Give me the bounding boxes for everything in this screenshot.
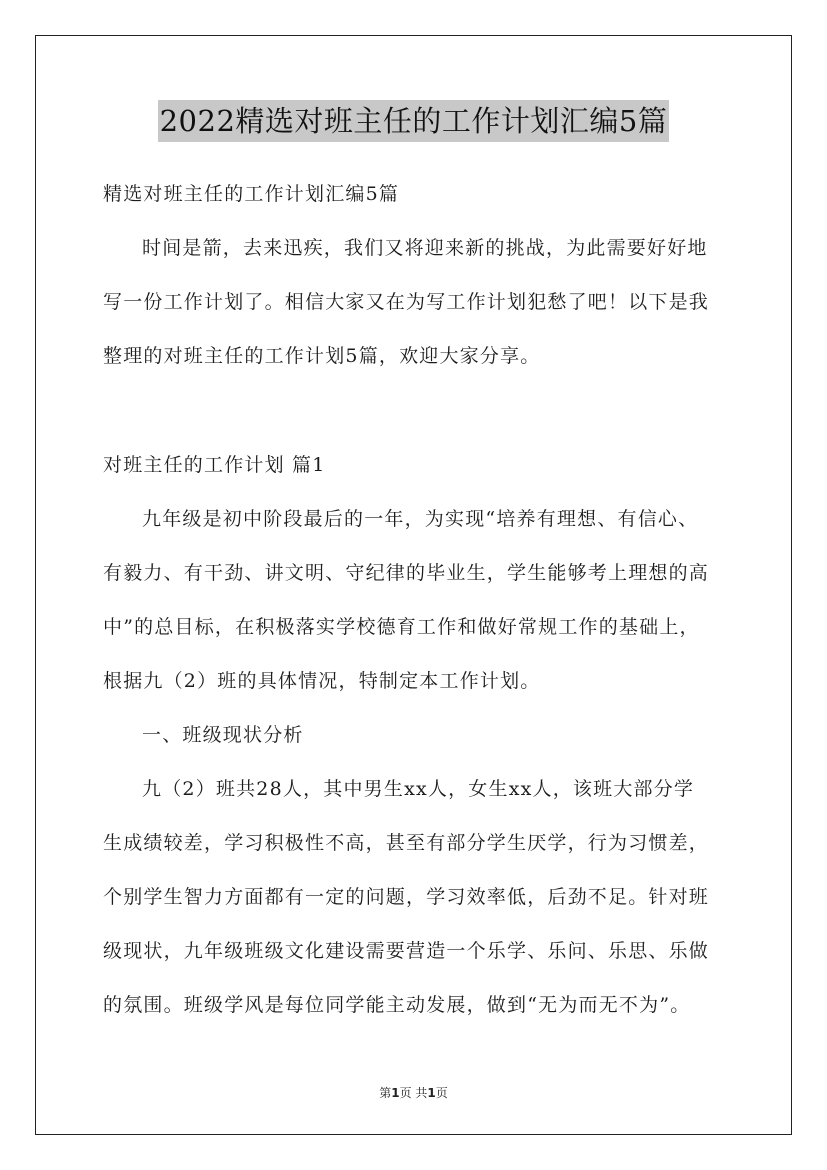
section-para-line-3: 中”的总目标，在积极落实学校德育工作和做好常规工作的基础上， [103, 616, 700, 638]
section-para-line-4: 根据九（2）班的具体情况，特制定本工作计划。 [103, 670, 541, 692]
title-container [0, 100, 827, 142]
analysis-line-1: 九（2）班共28人，其中男生xx人，女生xx人，该班大部分学 [142, 778, 695, 800]
footer-mid: 页 共 [399, 1086, 428, 1100]
section-heading: 对班主任的工作计划 篇1 [103, 454, 326, 476]
page-footer [0, 1084, 827, 1101]
document-subtitle: 精选对班主任的工作计划汇编5篇 [103, 183, 400, 205]
analysis-line-4: 级现状，九年级班级文化建设需要营造一个乐学、乐问、乐思、乐做 [103, 940, 710, 962]
footer-prefix: 第 [379, 1086, 392, 1100]
intro-line-2: 写一份工作计划了。相信大家又在为写工作计划犯愁了吧！以下是我 [103, 291, 710, 313]
analysis-line-2: 生成绩较差，学习积极性不高，甚至有部分学生厌学，行为习惯差， [103, 832, 710, 854]
footer-total-pages: 1 [427, 1086, 436, 1100]
intro-line-1: 时间是箭，去来迅疾，我们又将迎来新的挑战，为此需要好好地 [142, 237, 708, 259]
analysis-line-5: 的氛围。班级学风是每位同学能主动发展，做到“无为而无不为”。 [103, 994, 691, 1016]
section-para-line-2: 有毅力、有干劲、讲文明、守纪律的毕业生，学生能够考上理想的高 [103, 562, 710, 584]
document-title: 2022精选对班主任的工作计划汇编5篇 [158, 100, 670, 142]
footer-current-page: 1 [391, 1086, 400, 1100]
footer-suffix: 页 [435, 1086, 448, 1100]
intro-line-3: 整理的对班主任的工作计划5篇，欢迎大家分享。 [103, 345, 541, 367]
analysis-line-3: 个别学生智力方面都有一定的问题，学习效率低，后劲不足。针对班 [103, 886, 710, 908]
section-para-line-1: 九年级是初中阶段最后的一年，为实现“培养有理想、有信心、 [142, 508, 699, 530]
subheading: 一、班级现状分析 [142, 724, 304, 746]
